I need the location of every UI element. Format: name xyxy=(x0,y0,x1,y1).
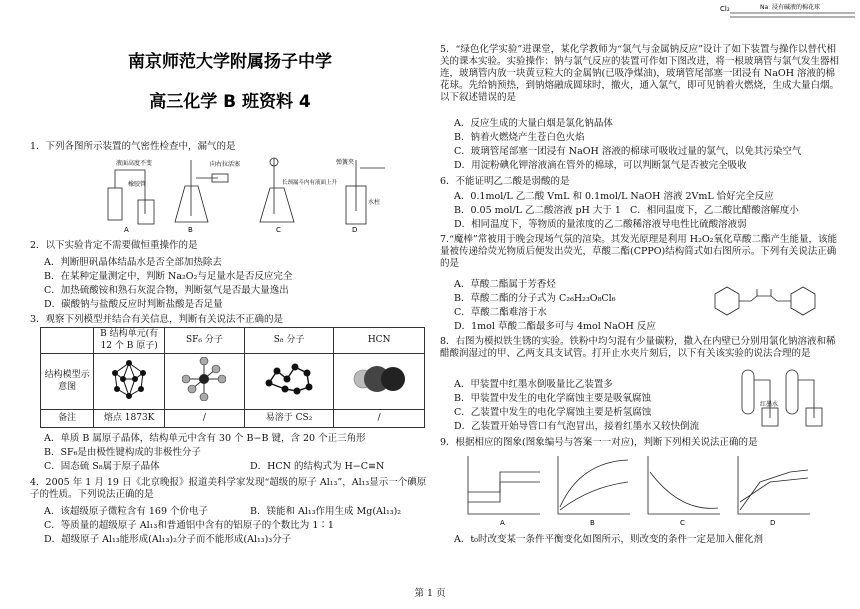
q3-option-d: D．HCN 的结构式为 H−C≡N xyxy=(250,461,385,472)
graph-label-d: D xyxy=(770,519,776,527)
q6-option-c: C．相同温度下，乙二酸比醋酸溶解度小 xyxy=(630,205,799,216)
question-4: 4．2005 年 1 月 19 日《北京晚报》报道美科学家发现“超级的原子 Al₁₃”，Al₁₃显示一个碘原子的性质。下列说法正确的是 xyxy=(30,477,427,500)
cl2-label: Cl₂ xyxy=(720,5,730,13)
fig-letter-d: D xyxy=(352,226,358,234)
fig-letter-b: B xyxy=(188,226,193,234)
question-8: 8．右图为模拟铁生锈的实验。铁粉中均匀混有少量碳粉，撒入在内壁已分别用氯化钠溶液和稀醋酸润湿过的甲、乙两支具支试管。打开止水夹片刻后，以下有关该实验的说法合理的是 xyxy=(440,336,836,359)
s8-ring-icon xyxy=(263,361,315,397)
q6-option-b: B．0.05 mol/L 乙二酸溶液 pH 大于 1 xyxy=(454,205,621,216)
q2-option-c: C．加热硫酸铵和熟石灰混合物，判断氨气是否最大量逸出 xyxy=(44,285,289,296)
sf6-octahedron-icon xyxy=(182,357,226,401)
col-header-b: B 结构单元(有 12 个 B 原子) xyxy=(94,328,165,354)
model-sf6 xyxy=(165,354,245,410)
fig-b-sub: 长颈漏斗内有液面上升 xyxy=(282,180,338,186)
fig-d-sub: 水柱 xyxy=(368,199,381,206)
q3-option-b: B．SF₆是由极性键构成的非极性分子 xyxy=(44,447,201,458)
row-label-model: 结构模型示意图 xyxy=(41,354,94,410)
model-b12 xyxy=(94,354,165,410)
note-hcn: / xyxy=(334,410,425,428)
question-3: 3．观察下列模型并结合有关信息，判断有关说法不正确的是 xyxy=(30,314,284,325)
q5-option-d: D．用淀粉碘化钾溶液滴在管外的棉球，可以判断氯气是否被完全吸收 xyxy=(454,160,747,171)
b12-icosahedron-icon xyxy=(109,359,149,399)
q7-option-d: D．1mol 草酸二酯最多可与 4mol NaOH 反应 xyxy=(454,321,656,332)
cotton-note: 浸有碱液的棉花球 xyxy=(772,4,821,11)
note-s8: 易溶于 CS₂ xyxy=(244,410,334,428)
q4-option-a: A．该超级原子微粒含有 169 个价电子 xyxy=(44,506,209,517)
graph-label-c: C xyxy=(680,519,685,527)
q9-option-a: A．t₀时改变某一条件平衡变化如图所示，则改变的条件一定是加入催化剂 xyxy=(454,534,763,545)
question-6: 6．不能证明乙二酸是弱酸的是 xyxy=(440,176,570,187)
q7-option-b: B．草酸二酯的分子式为 C₂₆H₂₃O₈Cl₆ xyxy=(454,293,616,304)
q5-option-b: B．钠着火燃烧产生苍白色火焰 xyxy=(454,132,585,143)
q4-option-b: B．镁能和 Al₁₃作用生成 Mg(Al₁₃)₂ xyxy=(250,506,402,517)
q8-option-c: C．乙装置中发生的电化学腐蚀主要是析氢腐蚀 xyxy=(454,407,652,418)
q2-option-d: D．碳酸钠与盐酸反应时判断盐酸是否足量 xyxy=(44,299,223,310)
q4-option-c: C．等质量的超级原子 Al₁₃和普通铝中含有的铝原子的个数比为 1∶1 xyxy=(44,520,334,531)
red-ink-label: 红墨水 xyxy=(760,401,779,408)
q5-option-a: A．反应生成的大量白烟是氯化钠晶体 xyxy=(454,118,613,129)
page-footer: 第 1 页 xyxy=(414,588,446,599)
fig-d-note: 弹簧夹 xyxy=(336,159,355,166)
top-apparatus-fragment xyxy=(720,2,860,20)
row-label-note: 备注 xyxy=(41,410,94,428)
q8-option-d: D．乙装置开始导管口有气泡冒出，接着红墨水又较快倒流 xyxy=(454,421,700,432)
model-s8 xyxy=(244,354,334,410)
fig-b-note: 向右拉活塞 xyxy=(210,161,241,168)
q3-property-table xyxy=(40,327,425,428)
na-label: Na xyxy=(760,4,769,11)
fig-a-note: 液面高度不变 xyxy=(116,160,153,167)
q7-option-a: A．草酸二酯属于芳香烃 xyxy=(454,279,556,290)
glass-tube-figure xyxy=(720,2,860,20)
q2-option-a: A．判断胆矾晶体结晶水是否全部加热除去 xyxy=(44,257,222,268)
q1-apparatus-figure xyxy=(100,156,390,234)
question-5: 5．“绿色化学实验”进课堂，某化学教师为“氯气与金属钠反应”设计了如下装置与操作以替代相关的课本实验。实验操作：钠与氯气反应的装置可作如下图改进，将一根玻璃管与氯气发生器相连，玻璃管内放一块黄豆粒大的金属钠(已吸净煤油)，玻璃管尾部塞一团浸有 NaOH 溶液的棉花球。先给钠预热，到钠熔融成圆球时，撤火，通入氯气，即可见钠着火燃烧，生成大量白烟。以下叙述错误的是 xyxy=(440,44,840,103)
question-2: 2．以下实验肯定不需要做恒重操作的是 xyxy=(30,240,198,251)
q2-option-b: B．在某种定量测定中，判断 Na₂O₂与足量水是否反应完全 xyxy=(44,271,293,282)
school-title: 南京师范大学附属扬子中学 xyxy=(128,52,332,72)
q8-option-b: B．甲装置中发生的电化学腐蚀主要是吸氧腐蚀 xyxy=(454,393,651,404)
note-sf6: / xyxy=(165,410,245,428)
q3-option-a: A．单质 B 属原子晶体，结构单元中含有 30 个 B−B 键，含 20 个正三角形 xyxy=(44,433,366,444)
fig-a-sub: 橡胶管 xyxy=(128,181,147,188)
model-hcn xyxy=(334,354,425,410)
q9-graphs-figure xyxy=(460,452,820,527)
table-corner xyxy=(41,328,94,354)
question-9: 9．根据相应的图象(图象编号与答案一一对应)，判断下列相关说法正确的是 xyxy=(440,437,758,448)
question-7: 7.“魔棒”常被用于晚会现场气氛的渲染。其发光原理是利用 H₂O₂氧化草酸二酯产生能量，该能量被传递给荧光物质后便发出荧光，草酸二酯(CPPO)结构简式如右图所示。下列有关说法正确的是 xyxy=(440,234,837,269)
q4-option-d: D．超级原子 Al₁₃能形成(Al₁₃)₂分子而不能形成(Al₁₃)₃分子 xyxy=(44,534,292,545)
graph-label-a: A xyxy=(500,519,505,527)
col-header-sf6: SF₆ 分子 xyxy=(165,328,245,354)
q8-option-a: A．甲装置中红墨水倒吸量比乙装置多 xyxy=(454,379,613,390)
hcn-spacefill-icon xyxy=(349,361,409,397)
q3-option-c: C．固态硫 S₈属于原子晶体 xyxy=(44,461,160,472)
fig-letter-a: A xyxy=(124,226,129,234)
fig-letter-c: C xyxy=(276,226,281,234)
q6-option-a: A．0.1mol/L 乙二酸 VmL 和 0.1mol/L NaOH 溶液 2VmL 恰好完全反应 xyxy=(454,191,774,202)
col-header-s8: S₈ 分子 xyxy=(244,328,334,354)
q6-option-d: D．相同温度下，等物质的量浓度的乙二酸稀溶液导电性比硫酸溶液弱 xyxy=(454,219,747,230)
note-b12: 熔点 1873K xyxy=(94,410,165,428)
q7-option-c: C．草酸二酯难溶于水 xyxy=(454,307,547,318)
q5-option-c: C．玻璃管尾部塞一团浸有 NaOH 溶液的棉球可吸收过量的氯气，以免其污染空气 xyxy=(454,146,802,157)
rust-experiment-figure xyxy=(730,366,835,432)
question-1: 1．下列各图所示装置的气密性检查中，漏气的是 xyxy=(30,141,236,152)
cppo-structure-figure xyxy=(695,276,835,330)
graph-label-b: B xyxy=(590,519,595,527)
document-title: 高三化学 B 班资料 4 xyxy=(149,92,311,112)
col-header-hcn: HCN xyxy=(334,328,425,354)
